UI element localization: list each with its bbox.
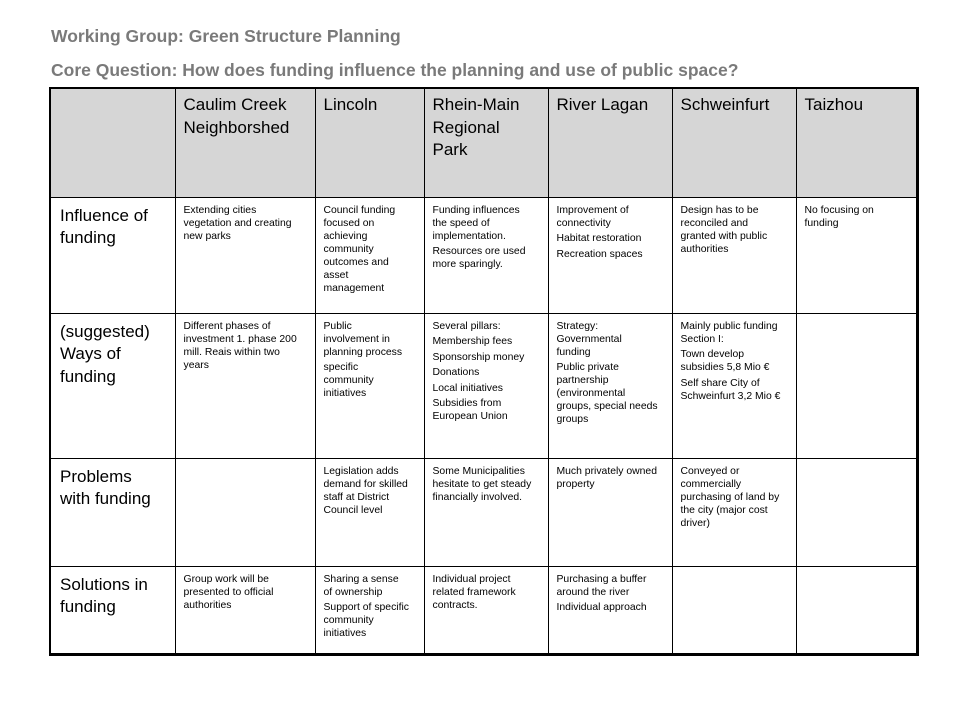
table-row-influence-of-funding [51, 197, 916, 313]
cell-text: Individual approach [556, 602, 647, 613]
cell-text: Group work will be presented to official authorities [183, 573, 274, 611]
table-row-ways-of-funding [51, 313, 916, 458]
cell-influence-of-funding-caulim-creek [175, 197, 315, 313]
corner-cell [51, 89, 175, 197]
cell-text: Sponsorship money [432, 351, 525, 363]
column-header-rhein-main: Rhein-Main Regional Park [424, 89, 548, 197]
cell-text: Design has to be reconciled and granted with public authorities [680, 204, 768, 255]
column-header-taizhou: Taizhou [796, 89, 916, 197]
cell-ways-of-funding-schweinfurt [672, 313, 796, 458]
cell-solutions-in-funding-caulim-creek [175, 566, 315, 656]
cell-ways-of-funding-river-lagan [548, 313, 672, 458]
cell-problems-with-funding-taizhou [796, 458, 916, 566]
cell-ways-of-funding-taizhou [796, 313, 916, 458]
row-label: Problems with funding [60, 466, 151, 508]
page-title: Working Group: Green Structure Planning [51, 26, 401, 46]
cell-text: Membership fees [432, 336, 513, 347]
cell-text: Habitat restoration [556, 233, 642, 244]
cell-solutions-in-funding-river-lagan [548, 566, 672, 656]
cell-text: Legislation adds demand for skilled staff at District Council level [323, 465, 408, 516]
cell-influence-of-funding-schweinfurt [672, 197, 796, 313]
cell-problems-with-funding-rhein-main [424, 458, 548, 566]
cell-ways-of-funding-rhein-main [424, 313, 548, 458]
cell-text: Subsidies from European Union [432, 398, 508, 422]
cell-text: Public involvement in planning process [323, 320, 403, 358]
cell-text: Conveyed or commercially purchasing of land by the city (major cost driver) [680, 465, 780, 529]
row-label: Influence of funding [60, 205, 148, 247]
column-header-lincoln: Lincoln [315, 89, 424, 197]
row-label-cell [51, 313, 175, 458]
cell-ways-of-funding-lincoln [315, 313, 424, 458]
cell-text: Donations [432, 367, 480, 378]
column-header-caulim-creek: Caulim Creek Neighborshed [175, 89, 315, 197]
table-row-problems-with-funding [51, 458, 916, 566]
cell-text: Purchasing a buffer around the river [556, 573, 647, 598]
cell-text: Local initiatives [432, 382, 503, 394]
column-header-river-lagan: River Lagan [548, 89, 672, 197]
cell-solutions-in-funding-rhein-main [424, 566, 548, 656]
cell-text: Public private partnership (environmental groups, special needs groups [556, 362, 658, 425]
cell-problems-with-funding-schweinfurt [672, 458, 796, 566]
comparison-table [51, 89, 916, 656]
cell-text: Resources ore used more sparingly. [432, 246, 526, 270]
column-header-schweinfurt: Schweinfurt [672, 89, 796, 197]
cell-text: Much privately owned property [556, 465, 657, 490]
cell-text: Mainly public funding Section I: [680, 320, 778, 345]
cell-problems-with-funding-river-lagan [548, 458, 672, 566]
cell-text: Self share City of Schweinfurt 3,2 Mio € [680, 377, 781, 402]
core-question: Core Question: How does funding influence the planning and use of public space? [51, 60, 739, 80]
cell-problems-with-funding-lincoln [315, 458, 424, 566]
cell-influence-of-funding-taizhou [796, 197, 916, 313]
cell-text: Funding influences the speed of implementation. [432, 204, 520, 242]
cell-problems-with-funding-caulim-creek [175, 458, 315, 566]
cell-text: Support of specific community initiatives [323, 602, 409, 639]
header-row [51, 89, 916, 197]
cell-text: Town develop subsidies 5,8 Mio € [680, 349, 770, 373]
cell-influence-of-funding-river-lagan [548, 197, 672, 313]
cell-text: Council funding focused on achieving community outcomes and asset management [323, 204, 396, 294]
cell-text: Strategy: Governmental funding [556, 320, 622, 358]
cell-text: Improvement of connectivity [556, 204, 629, 229]
cell-solutions-in-funding-taizhou [796, 566, 916, 656]
row-label-cell [51, 566, 175, 656]
cell-text: Recreation spaces [556, 248, 643, 260]
cell-text: Extending cities vegetation and creating new parks [183, 204, 292, 242]
cell-influence-of-funding-rhein-main [424, 197, 548, 313]
cell-text: specific community initiatives [323, 362, 374, 399]
cell-text: Different phases of investment 1. phase 200 mill. Reais within two years [183, 320, 297, 371]
row-label-cell [51, 197, 175, 313]
cell-influence-of-funding-lincoln [315, 197, 424, 313]
row-label: (suggested) Ways of funding [60, 321, 150, 386]
cell-text: Sharing a sense of ownership [323, 573, 399, 598]
cell-solutions-in-funding-schweinfurt [672, 566, 796, 656]
cell-text: No focusing on funding [804, 204, 874, 229]
table-row-solutions-in-funding [51, 566, 916, 656]
cell-ways-of-funding-caulim-creek [175, 313, 315, 458]
cell-solutions-in-funding-lincoln [315, 566, 424, 656]
cell-text: Several pillars: [432, 320, 501, 332]
cell-text: Some Municipalities hesitate to get steady financially involved. [432, 465, 532, 503]
row-label: Solutions in funding [60, 574, 148, 616]
cell-text: Individual project related framework contracts. [432, 573, 516, 611]
row-label-cell [51, 458, 175, 566]
comparison-table-frame [49, 87, 919, 656]
